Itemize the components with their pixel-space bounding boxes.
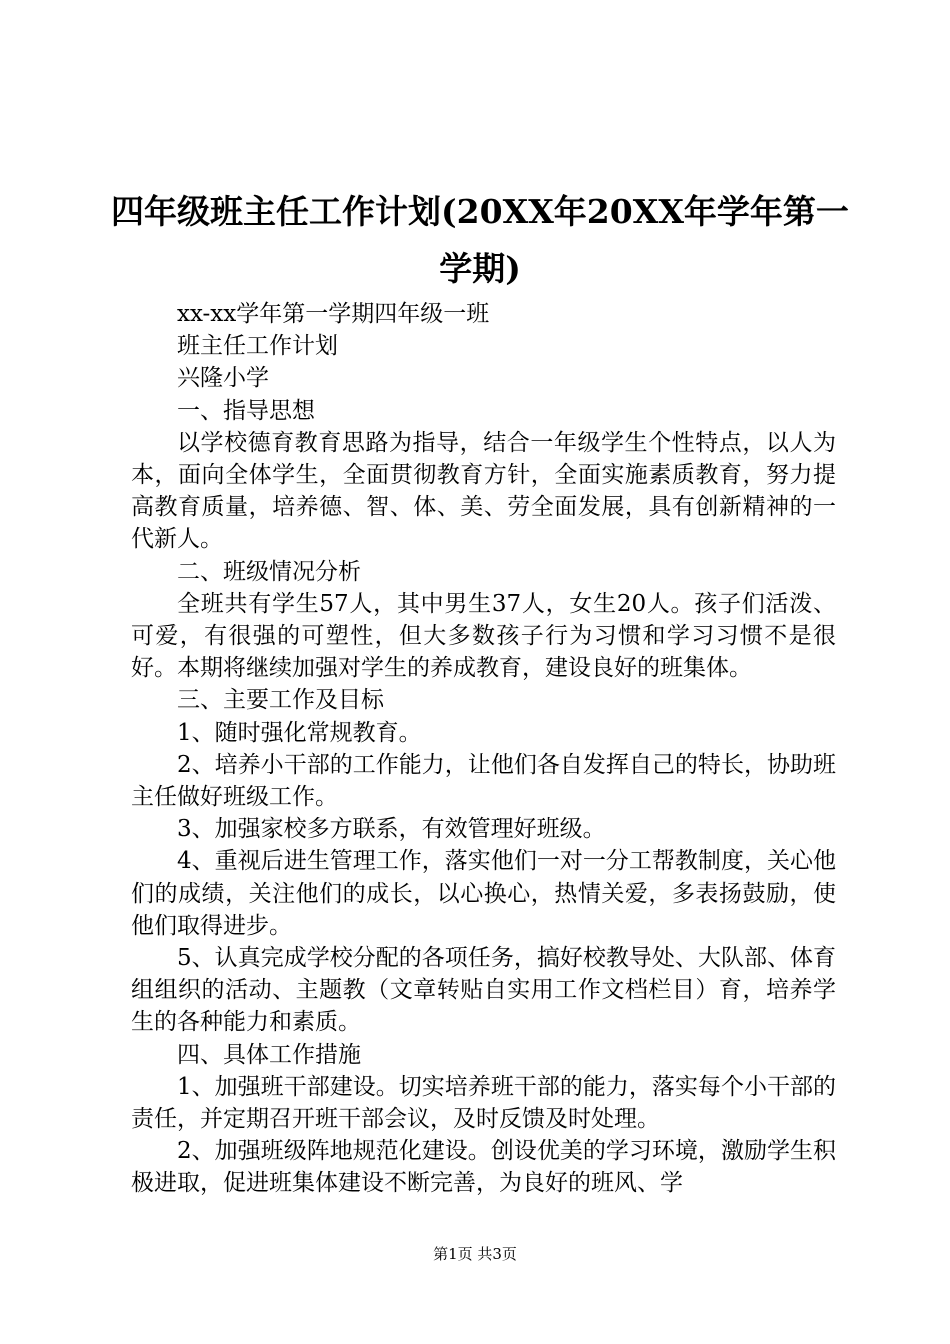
section-heading-measures: 四、具体工作措施: [177, 1041, 361, 1068]
paragraph-school-year: xx-xx学年第一学期四年级一班: [177, 301, 490, 327]
paragraph-school-name: 兴隆小学: [177, 365, 269, 392]
list-item-goal-4: 4、重视后进生管理工作，落实他们一对一分工帮教制度，关心他们的成绩，关注他们的成长，以心换心，热情关爱，多表扬鼓励，使他们取得进步。: [131, 848, 836, 939]
document-title: 四年级班主任工作计划(20XX年20XX年学年第一学期): [111, 192, 849, 288]
list-item-measure-1: 1、加强班干部建设。切实培养班干部的能力，落实每个小干部的责任，并定期召开班干部会议，及时反馈及时处理。: [131, 1073, 836, 1133]
paragraph-plan-name: 班主任工作计划: [177, 333, 338, 360]
list-item-measure-2: 2、加强班级阵地规范化建设。创设优美的学习环境，激励学生积极进取，促进班集体建设不断完善，为良好的班风、学: [131, 1138, 836, 1197]
page-footer: 第1页 共3页: [433, 1245, 517, 1263]
list-item-goal-3: 3、加强家校多方联系，有效管理好班级。: [177, 816, 606, 843]
document-body: [131, 298, 836, 1200]
section-heading-class-analysis: 二、班级情况分析: [177, 558, 361, 585]
paragraph-class-analysis: 全班共有学生57人，其中男生37人，女生20人。孩子们活泼、可爱，有很强的可塑性，但大多数孩子行为习惯和学习习惯不是很好。本期将继续加强对学生的养成教育，建设良好的班集体。: [131, 590, 836, 682]
list-item-goal-2: 2、培养小干部的工作能力，让他们各自发挥自己的特长，协助班主任做好班级工作。: [131, 751, 836, 811]
section-heading-guiding-thought: 一、指导思想: [177, 397, 315, 424]
paragraph-guiding-thought: 以学校德育教育思路为指导，结合一年级学生个性特点，以人为本，面向全体学生，全面贯彻教育方针，全面实施素质教育，努力提高教育质量，培养德、智、体、美、劳全面发展，具有创新精神的一代新人。: [131, 429, 836, 553]
list-item-goal-5: 5、认真完成学校分配的各项任务，搞好校教导处、大队部、体育组组织的活动、主题教（文章转贴自实用工作文档栏目）育，培养学生的各种能力和素质。: [131, 945, 836, 1036]
section-heading-main-goals: 三、主要工作及目标: [177, 687, 384, 714]
list-item-goal-1: 1、随时强化常规教育。: [177, 719, 422, 746]
